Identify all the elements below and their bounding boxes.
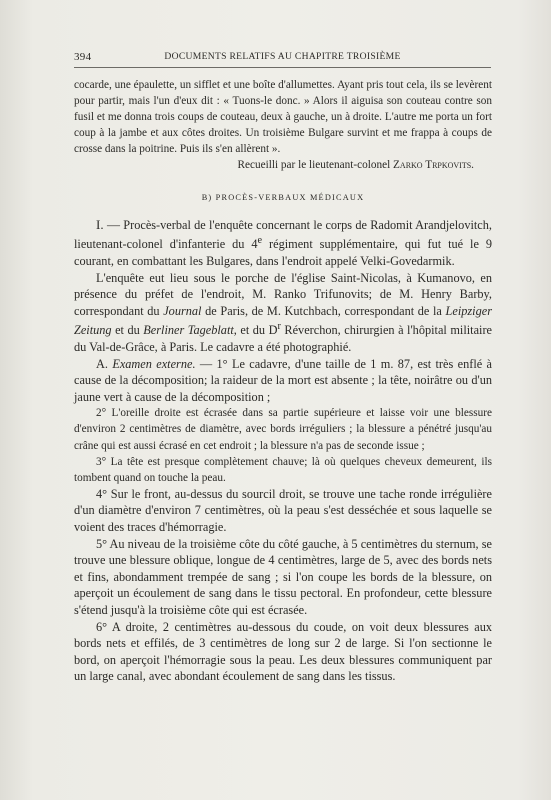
journal-title: Journal (163, 303, 202, 318)
leipziger-title: Leipziger Zeitung (74, 303, 492, 338)
item-1-text-b: régiment supplémentaire, qui fut tué le 9 courant, en combattant les Bulgares, dans l'endroit appelé Velki-Govedarmik. (74, 237, 493, 268)
finding-2: 2° L'oreille droite est écrasée dans sa partie supérieure et laisse voir une blessure d'environ 2 centimètres de diamètre, avec bords irréguliers ; la blessure a pénétré jusqu'au crâne qui est aussi écrasé en cet endroit ; la blessure n'a pas de seconde issue ; (74, 407, 492, 452)
enquete-text-b: de Paris, de M. Kutchbach, correspondant de la (201, 303, 446, 318)
enquete-paragraph (74, 270, 492, 356)
signature-name: Zarko Trpkovits. (393, 159, 474, 172)
enquete-text-e: Réverchon, chirurgien à l'hôpital militaire du Val-de-Grâce, à Paris. Le cadavre a été photographié. (74, 323, 492, 354)
finding-4: 4° Sur le front, au-dessus du sourcil droit, se trouve une tache ronde irrégulière d'un diamètre d'environ 7 centimètres, où la peau s'est desséchée et sous laquelle se voient des traces d'hémorragie. (74, 486, 492, 535)
finding-5: 5° Au niveau de la troisième côte du côté gauche, à 5 centimètres du sternum, se trouve une blessure oblique, longue de 4 centimètres, large de 5, avec des bords nets et fins, abondamment trempée de sang ; si l'on coupe les bords de la blessure, on aperçoit un écoulement de sang dans le tissu pectoral. En profondeur, cette blessure s'étend jusqu'à la troisième côte qui est écrasée. (74, 536, 492, 617)
dr-sup: r (277, 321, 281, 333)
finding-3: 3° La tête est presque complètement chauve; là où quelques cheveux demeurent, ils tombent quand on touche la peau. (74, 455, 492, 484)
section-title: B) PROCÈS-VERBAUX MÉDICAUX (201, 192, 365, 202)
enquete-text-a: L'enquête eut lieu sous le porche de l'église Saint-Nicolas, à Kumanovo, en présence du préfet de l'endroit, M. Ranko Trifunovits; de M. Henry Barby, correspondant du (74, 270, 492, 318)
item-1-sup: e (257, 235, 263, 247)
item-1-text-a: Procès-verbal de l'enquête concernant le corps de Radomit Arandjelovitch, lieutenant-colonel d'infanterie du 4 (74, 217, 492, 252)
intro-paragraph: cocarde, une épaulette, un sifflet et une boîte d'allumettes. Ayant pris tout cela, ils se levèrent pour partir, mais l'un d'eux dit : « Tuons-le donc. » Alors il aiguisa son couteau contre son fusil et me donna trois coups de couteau, deux à gauche, un à droite. L'autre me porta un fort coup à la jambe et aux côtes droites. Un troisième Bulgare survint et me frappa à coups de crosse dans la poitrine. Puis ils s'en allèrent ». (74, 79, 492, 156)
item-1-paragraph (74, 217, 492, 270)
enquete-text-c: et du (111, 323, 144, 338)
exam-label-a: A. (96, 356, 113, 371)
berliner-title: Berliner Tageblatt (143, 323, 234, 338)
exam-label-b: Examen externe. (112, 356, 196, 371)
running-title: DOCUMENTS RELATIFS AU CHAPITRE TROISIÈME (164, 51, 401, 62)
exam-text: — 1° Le cadavre, d'une taille de 1 m. 87, est très enflé à cause de la décomposition; la raideur de la mort est absente ; la tête, noirâtre ou d'un jaune vert à cause de la décomposition ; (74, 356, 492, 404)
signature-prefix: Recueilli par le lieutenant-colonel (237, 159, 394, 172)
exam-paragraph (74, 356, 492, 406)
page-number: 394 (74, 51, 92, 63)
page-body (74, 77, 492, 685)
finding-6: 6° A droite, 2 centimètres au-dessous du coude, on voit deux blessures aux bords nets et effilés, de 3 centimètres de long sur 2 de large. Si l'on sectionne le bord, on aperçoit l'hémorragie sous la peau. Les deux blessures communiquent par un large canal, avec abondant écoulement de sang dans les tissus. (74, 619, 492, 684)
item-1-numeral: I. — (96, 216, 121, 232)
running-header (74, 51, 491, 65)
signature-line (74, 157, 492, 173)
header-rule (74, 67, 491, 68)
enquete-text-d: , et du D (233, 323, 278, 338)
